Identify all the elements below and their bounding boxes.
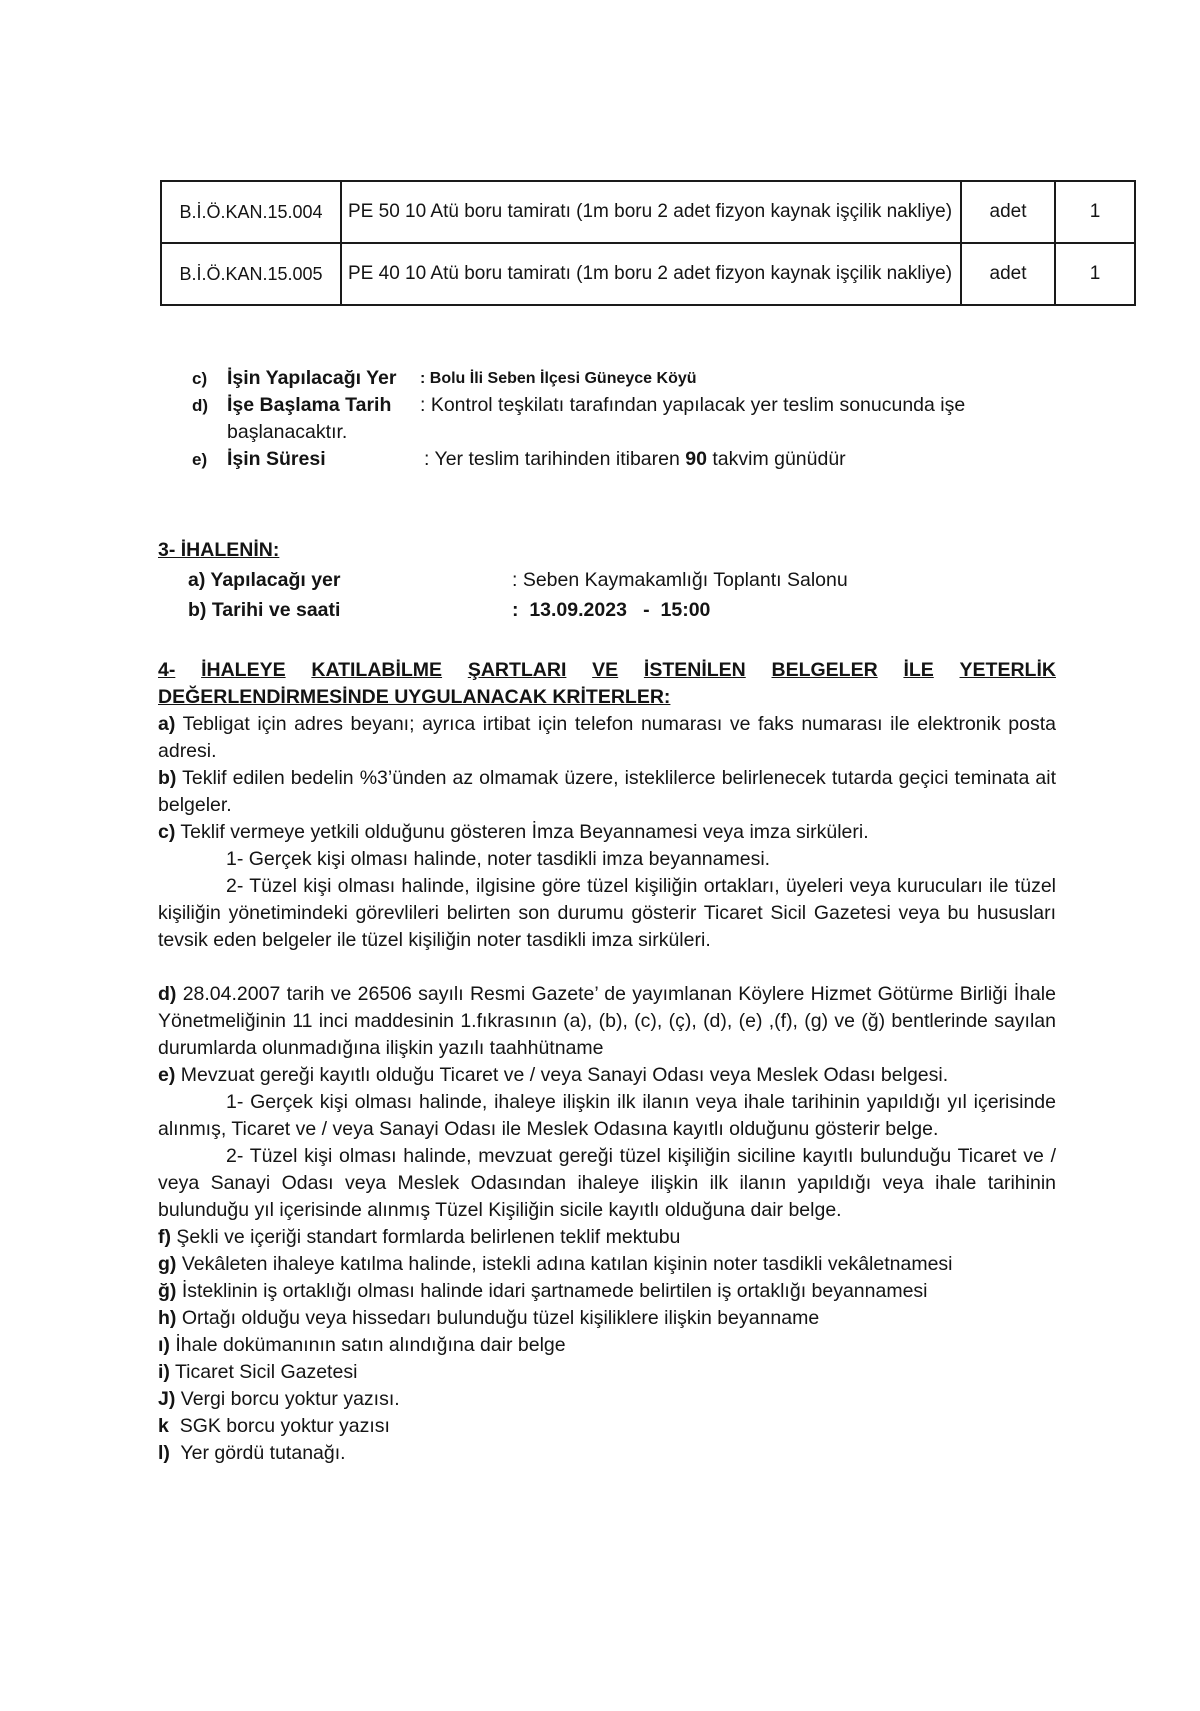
start-date-row	[192, 392, 1062, 419]
work-place-row	[192, 365, 1062, 392]
tender-place-label: a) Yapılacağı yer	[188, 569, 341, 591]
tender-date-label: b) Tarihi ve saati	[188, 599, 341, 621]
requirements-heading-line2: DEĞERLENDİRMESİNDE UYGULANACAK KRİTERLER:	[158, 686, 671, 708]
requirement-item: J) Vergi borcu yoktur yazısı.	[158, 1388, 400, 1410]
requirement-subitem: 1- Gerçek kişi olması halinde, ihaleye ilişkin ilk ilanın veya ihale tarihinin yapıldığı yıl içerisinde alınmış, Ticaret ve / veya Sanayi Odası ile Meslek Odasına kayıtlı olduğunu gösterir belge.	[158, 1091, 1056, 1140]
items-table	[160, 180, 1136, 306]
table-row	[161, 181, 1135, 243]
duration-value: : Yer teslim tarihinden itibaren 90 takvim günüdür	[424, 448, 846, 470]
start-date-row-cont	[192, 419, 1062, 446]
requirement-item: h) Ortağı olduğu veya hissedarı bulunduğu tüzel kişiliklere ilişkin beyanname	[158, 1307, 820, 1329]
requirement-item: i) Ticaret Sicil Gazetesi	[158, 1361, 358, 1383]
requirement-item: d) 28.04.2007 tarih ve 26506 sayılı Resmi Gazete’ de yayımlanan Köylere Hizmet Götürme Birliği İhale Yönetmeliğinin 11 inci maddesinin 1.fıkrasının (a), (b), (c), (ç), (d), (e) ,(f), (g) ve (ğ) bentlerinde sayılan durumlarda olunmadığına ilişkin yazılı taahhütname	[158, 983, 1056, 1059]
item-code: B.İ.Ö.KAN.15.004	[161, 181, 341, 243]
requirement-item: g) Vekâleten ihaleye katılma halinde, istekli adına katılan kişinin noter tasdikli vekâletnamesi	[158, 1253, 953, 1275]
requirement-subitem: 2- Tüzel kişi olması halinde, mevzuat gereği tüzel kişiliğin siciline kayıtlı bulunduğu Ticaret ve / veya Sanayi Odası veya Meslek Odasından ihaleye ilişkin ilk ilanın yapıldığı veya ihale tarihinin bulunduğu yıl içerisinde alınmış Tüzel Kişiliğin sicile kayıtlı olduğuna dair belge.	[158, 1145, 1056, 1221]
duration-label: İşin Süresi	[227, 448, 326, 470]
duration-row	[192, 446, 1062, 473]
tender-place-value: : Seben Kaymakamlığı Toplantı Salonu	[512, 569, 848, 591]
start-date-value: : Kontrol teşkilatı tarafından yapılacak yer teslim sonucunda işe	[420, 394, 966, 416]
item-letter: c)	[192, 369, 208, 388]
item-code: B.İ.Ö.KAN.15.005	[161, 243, 341, 305]
requirement-item: b) Teklif edilen bedelin %3’ünden az olmamak üzere, isteklilerce belirlenecek tutarda geçici teminata ait belgeler.	[158, 767, 1056, 816]
tender-date-value: : 13.09.2023 - 15:00	[512, 599, 711, 621]
requirement-subitem: 2- Tüzel kişi olması halinde, ilgisine göre tüzel kişiliğin ortakları, üyeleri veya kurucuları ile tüzel kişiliğin yönetimindeki görevlileri belirten son durumu gösterir Ticaret Sicil Gazetesi veya bu hususları tevsik eden belgeler ile tüzel kişiliğin noter tasdikli imza sirküleri.	[158, 875, 1056, 951]
table-row	[161, 243, 1135, 305]
requirement-item: ğ) İsteklinin iş ortaklığı olması halinde idari şartnamede belirtilen iş ortaklığı beyannamesi	[158, 1280, 928, 1302]
requirements-section	[158, 657, 1056, 1467]
item-quantity: 1	[1055, 181, 1135, 243]
tender-date-row	[158, 597, 1058, 627]
tender-section	[158, 537, 1058, 627]
requirement-item: a) Tebligat için adres beyanı; ayrıca irtibat için telefon numarası ve faks numarası ile elektronik posta adresi.	[158, 713, 1056, 762]
work-place-value: : Bolu İli Seben İlçesi Güneyce Köyü	[420, 370, 697, 387]
tender-heading: 3- İHALENİN:	[158, 539, 280, 561]
requirements-heading: 4- İHALEYE KATILABİLME ŞARTLARI VE İSTENİLEN BELGELER İLE YETERLİK	[158, 659, 1056, 681]
start-date-value-cont: başlanacaktır.	[227, 421, 348, 443]
requirement-subitem: 1- Gerçek kişi olması halinde, noter tasdikli imza beyannamesi.	[226, 848, 771, 870]
work-info-section	[192, 365, 1062, 473]
tender-place-row	[158, 567, 1058, 597]
item-description: PE 50 10 Atü boru tamiratı (1m boru 2 adet fizyon kaynak işçilik nakliye)	[341, 181, 961, 243]
item-letter: d)	[192, 396, 209, 415]
item-description: PE 40 10 Atü boru tamiratı (1m boru 2 adet fizyon kaynak işçilik nakliye)	[341, 243, 961, 305]
requirement-item: l) Yer gördü tutanağı.	[158, 1442, 346, 1464]
requirement-item: ı) İhale dokümanının satın alındığına dair belge	[158, 1334, 566, 1356]
start-date-label: İşe Başlama Tarih	[227, 394, 392, 416]
requirement-item: c) Teklif vermeye yetkili olduğunu gösteren İmza Beyannamesi veya imza sirküleri.	[158, 821, 869, 843]
item-unit: adet	[961, 181, 1055, 243]
tender-heading-row	[158, 537, 1058, 567]
work-place-label: İşin Yapılacağı Yer	[227, 367, 397, 389]
requirement-item: e) Mevzuat gereği kayıtlı olduğu Ticaret ve / veya Sanayi Odası veya Meslek Odası belgesi.	[158, 1064, 949, 1086]
requirement-item: k SGK borcu yoktur yazısı	[158, 1415, 390, 1437]
requirement-item: f) Şekli ve içeriği standart formlarda belirlenen teklif mektubu	[158, 1226, 681, 1248]
item-letter: e)	[192, 450, 208, 469]
item-quantity: 1	[1055, 243, 1135, 305]
item-unit: adet	[961, 243, 1055, 305]
